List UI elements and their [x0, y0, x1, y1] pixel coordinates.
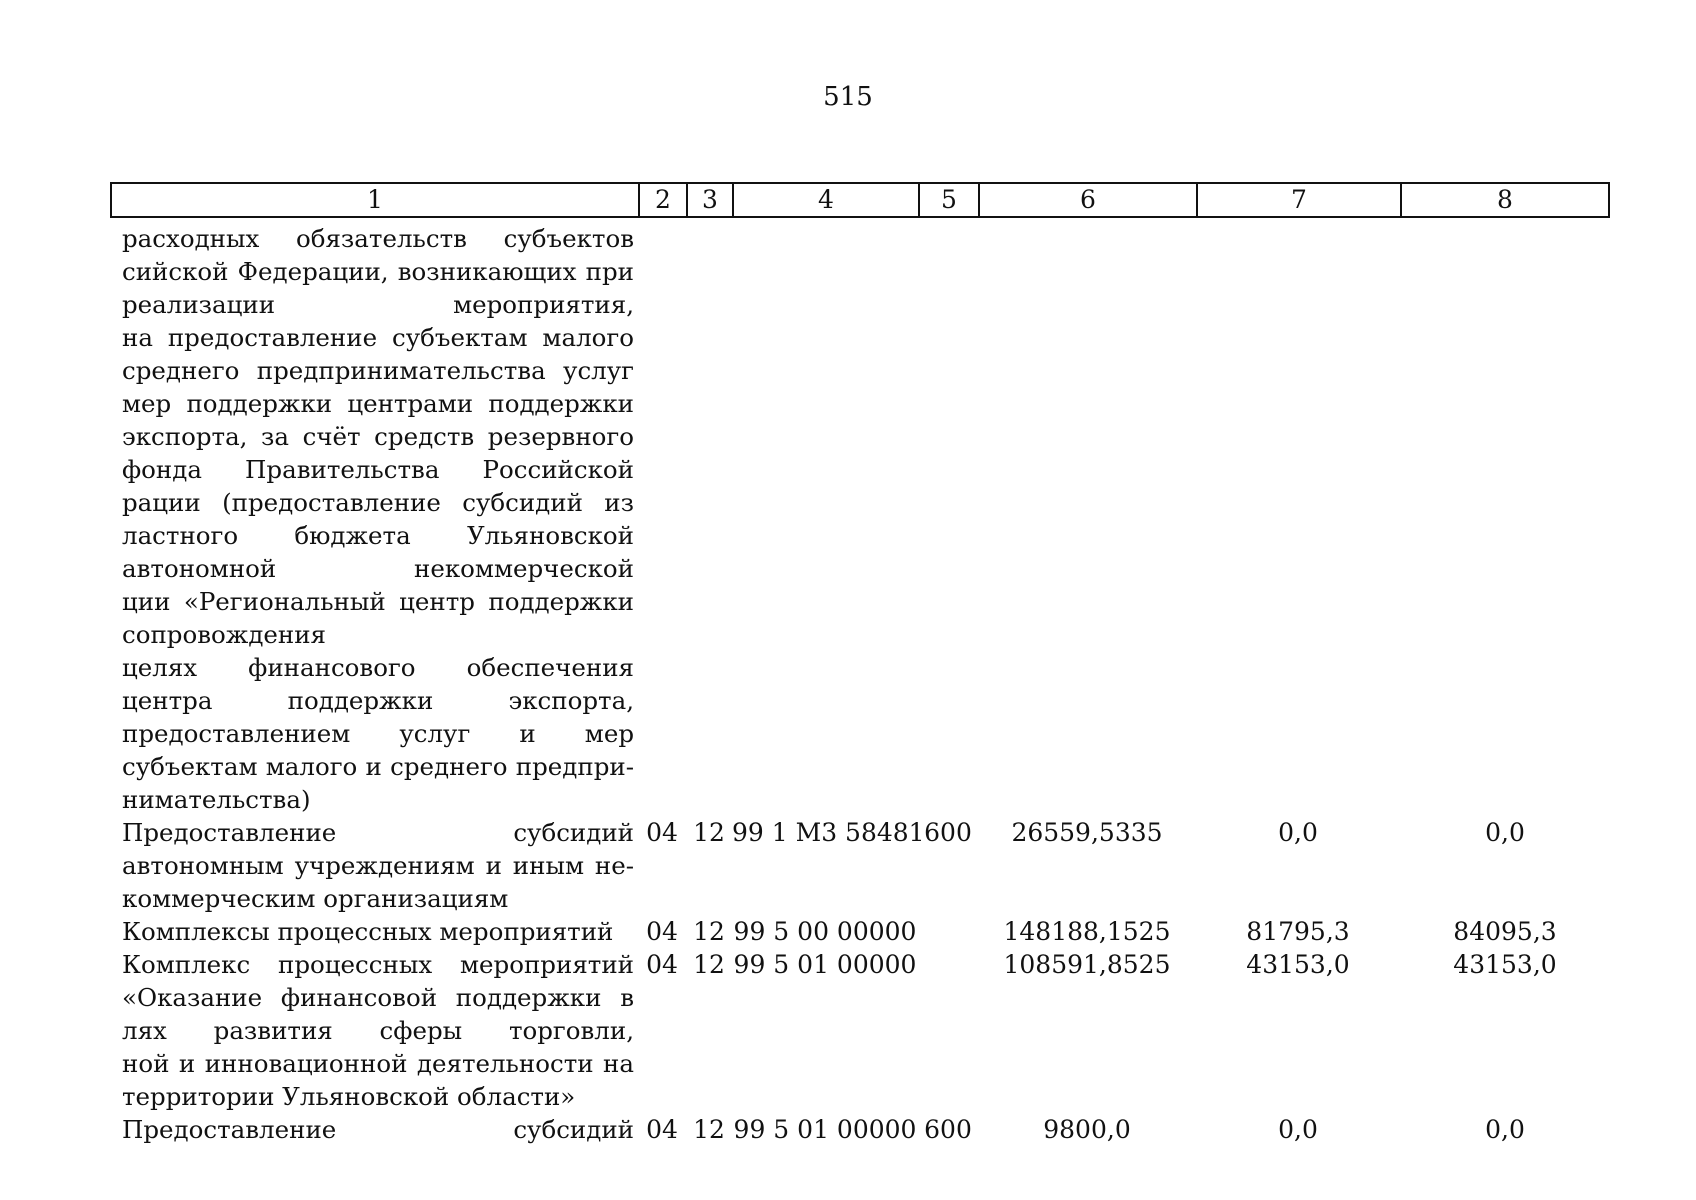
row-description	[110, 1113, 638, 1146]
amount-col-7: 43153,0	[1246, 950, 1350, 979]
description-line: Предоставление субсидий	[122, 818, 634, 847]
description-line: лях развития сферы торговли,	[122, 1016, 634, 1045]
amount-col-6: 148188,1525	[1003, 917, 1171, 946]
description-line: предоставлением услуг и мер	[122, 719, 634, 748]
description-line: экспорта, за счёт средств резервного	[122, 422, 634, 451]
header-col-6: 6	[980, 184, 1198, 216]
amount-col-8: 0,0	[1485, 1115, 1525, 1144]
section-code: 04	[646, 950, 678, 979]
row-description	[110, 948, 638, 1113]
description-line: «Оказание финансовой поддержки в	[122, 983, 634, 1012]
header-col-2: 2	[640, 184, 688, 216]
description-line: автономной некоммерческой	[122, 554, 634, 583]
table-row	[110, 1113, 1610, 1146]
table-body	[110, 222, 1610, 1146]
target-article: 99 5 00 00000	[733, 917, 917, 946]
amount-col-8: 43153,0	[1453, 950, 1557, 979]
header-col-4: 4	[734, 184, 920, 216]
target-article: 99 1 М3 58481	[732, 818, 925, 847]
description-line: ции «Региональный центр поддержки	[122, 587, 634, 616]
description-line: Предоставление субсидий	[122, 1115, 634, 1144]
amount-col-6: 26559,5335	[1011, 818, 1163, 847]
description-line: Комплекс процессных мероприятий	[122, 950, 634, 979]
table-row	[110, 915, 1610, 948]
description-line: сопровождения	[122, 620, 327, 649]
table-row	[110, 816, 1610, 915]
description-line: мер поддержки центрами поддержки	[122, 389, 634, 418]
table-row	[110, 948, 1610, 1113]
table-header	[110, 182, 1610, 218]
description-line: сийской Федерации, возникающих при	[122, 257, 634, 286]
description-line: нимательства)	[122, 785, 311, 814]
section-code: 04	[646, 818, 678, 847]
description-line: расходных обязательств субъектов	[122, 224, 634, 253]
subsection-code: 12	[693, 1115, 725, 1144]
description-line: реализации мероприятия,	[122, 290, 634, 319]
section-code: 04	[646, 917, 678, 946]
header-col-5: 5	[920, 184, 980, 216]
description-line: субъектам малого и среднего предпри-	[122, 752, 634, 781]
description-line: целях финансового обеспечения	[122, 653, 634, 682]
amount-col-7: 81795,3	[1246, 917, 1350, 946]
amount-col-6: 9800,0	[1043, 1115, 1131, 1144]
header-col-8: 8	[1497, 185, 1513, 214]
description-line: автономным учреждениям и иным не-	[122, 851, 634, 880]
page-number: 515	[823, 82, 873, 112]
row-description	[110, 816, 638, 915]
section-code: 04	[646, 1115, 678, 1144]
subsection-code: 12	[693, 950, 725, 979]
amount-col-8: 84095,3	[1453, 917, 1557, 946]
description-line: фонда Правительства Российской	[122, 455, 634, 484]
amount-col-7: 0,0	[1278, 1115, 1318, 1144]
expense-type: 600	[924, 1115, 972, 1144]
amount-col-6: 108591,8525	[1003, 950, 1171, 979]
header-col-7: 7	[1198, 184, 1402, 216]
description-line: на предоставление субъектам малого	[122, 323, 634, 352]
amount-col-8: 0,0	[1485, 818, 1525, 847]
description-line: среднего предпринимательства услуг	[122, 356, 634, 385]
description-line: Комплексы процессных мероприятий	[122, 917, 614, 946]
subsection-code: 12	[693, 917, 725, 946]
table-row	[110, 222, 1610, 816]
header-col-3: 3	[688, 184, 734, 216]
subsection-code: 12	[693, 818, 725, 847]
description-line: ной и инновационной деятельности на	[122, 1049, 634, 1078]
row-description	[110, 222, 638, 816]
header-col-1: 1	[112, 184, 640, 216]
description-line: ластного бюджета Ульяновской	[122, 521, 634, 550]
target-article: 99 5 01 00000	[733, 1115, 917, 1144]
expense-type: 600	[924, 818, 972, 847]
description-line: коммерческим организациям	[122, 884, 509, 913]
description-line: рации (предоставление субсидий из	[122, 488, 634, 517]
target-article: 99 5 01 00000	[733, 950, 917, 979]
description-line: территории Ульяновской области»	[122, 1082, 576, 1111]
amount-col-7: 0,0	[1278, 818, 1318, 847]
description-line: центра поддержки экспорта,	[122, 686, 634, 715]
row-description	[110, 915, 638, 948]
